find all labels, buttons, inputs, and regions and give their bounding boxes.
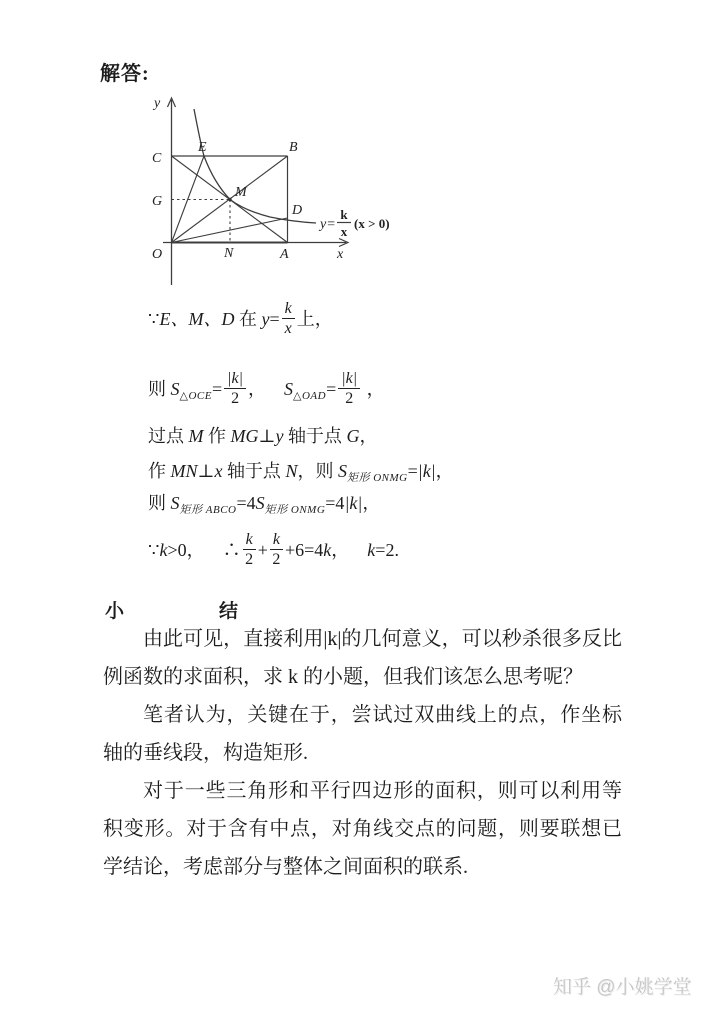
text-run: 作 (203, 426, 231, 446)
curve-eq-pre: y= (320, 217, 336, 232)
text-run: ⊥ (197, 461, 215, 481)
fraction-denominator: x (284, 320, 292, 338)
summary-paragraph: 笔者认为，关键在于，尝试过双曲线上的点，作坐标轴的垂线段，构造矩形. (103, 704, 622, 764)
math-subscript: 矩形 ONMG (346, 472, 408, 484)
label-d: D (292, 203, 303, 218)
label-e: E (198, 140, 207, 155)
fraction-numerator: k (282, 300, 295, 320)
text-run: >0， (167, 540, 223, 560)
text-run: = (269, 309, 280, 329)
fraction-denominator: 2 (345, 390, 354, 408)
text-run: ， (248, 379, 285, 399)
math-var: S (170, 379, 180, 399)
text-run: 作 (148, 461, 171, 481)
label-x-axis: x (337, 247, 344, 262)
math-var: y (275, 426, 284, 446)
math-var: y (261, 309, 270, 329)
text-run: 则 (148, 379, 171, 399)
math-var: |k| (417, 461, 436, 481)
text-run: =4 (236, 493, 256, 513)
summary-title-first: 小 (105, 601, 125, 622)
math-subscript: △OAD (293, 390, 327, 402)
math-var: x (214, 461, 223, 481)
math-var: N (285, 461, 298, 481)
math-var: S (284, 379, 294, 399)
math-var: |k| (344, 493, 363, 513)
fraction-numerator: k (270, 531, 283, 551)
math-fraction (282, 300, 295, 338)
text-run: ， (359, 426, 378, 446)
text-run: ∵ (148, 309, 160, 329)
fraction-denominator: 2 (231, 390, 240, 408)
label-y-axis: y (154, 96, 161, 111)
text-run: =2. (375, 540, 399, 560)
text-run: = (407, 461, 418, 481)
text-run: =4 (325, 493, 345, 513)
text-run: 在 (234, 309, 262, 329)
summary-title-second: 结 (219, 601, 239, 622)
solution-line-6 (148, 528, 399, 572)
label-b: B (289, 140, 298, 155)
section-heading: 解答: (100, 63, 150, 85)
text-run: ∵ (148, 540, 160, 560)
summary-body (103, 620, 622, 886)
solution-line-1 (148, 297, 333, 341)
math-var: G (346, 426, 360, 446)
text-run: ， (331, 540, 368, 560)
solution-line-5 (148, 481, 380, 525)
math-var: M (188, 426, 204, 446)
text-run: 轴于点 (283, 426, 347, 446)
math-var: S (337, 461, 347, 481)
label-o: O (152, 247, 163, 262)
text-run: ∴ (222, 540, 241, 560)
curve-eq-post: (x > 0) (354, 216, 390, 231)
fraction-denominator: 2 (245, 551, 254, 569)
curve-eq-num: k (340, 207, 348, 222)
math-subscript: 矩形 ONMG (264, 504, 326, 516)
summary-title (105, 596, 238, 623)
math-fraction (243, 531, 256, 569)
curve-eq-den: x (340, 224, 348, 239)
text-run: 轴于点 (222, 461, 286, 481)
math-var: k (367, 540, 376, 560)
summary-paragraph: 由此可见，直接利用|k|的几何意义，可以秒杀很多反比例函数的求面积，求 k 的小题，但我们该怎么思考呢？ (103, 628, 622, 688)
math-var: S (170, 493, 180, 513)
math-var: S (255, 493, 265, 513)
watermark: 知乎 @小姚学堂 (553, 977, 692, 998)
fraction-numerator: k (243, 531, 256, 551)
text-run: ，则 (297, 461, 338, 481)
label-n: N (224, 246, 234, 261)
label-g: G (152, 194, 163, 209)
label-a: A (280, 247, 289, 262)
math-var: MG (230, 426, 259, 446)
text-run: + (257, 540, 268, 560)
curve-equation (318, 207, 390, 239)
math-fraction (338, 370, 360, 408)
math-subscript: 矩形 ABCO (179, 504, 237, 516)
math-fraction (270, 531, 283, 569)
text-run: ， (435, 461, 454, 481)
solution-line-2 (148, 367, 385, 411)
math-var: MN (170, 461, 198, 481)
label-m: M (235, 185, 247, 200)
math-fraction (224, 370, 246, 408)
point-m-dot (228, 198, 231, 201)
text-run: 则 (148, 493, 171, 513)
fraction-denominator: 2 (272, 551, 281, 569)
math-subscript: △OCE (179, 390, 212, 402)
math-var: k (323, 540, 332, 560)
text-run: 上， (296, 309, 333, 329)
fraction-numerator: |k| (224, 370, 246, 390)
text-run: ， (362, 379, 385, 399)
text-run: +6=4 (284, 540, 324, 560)
text-run: = (326, 379, 337, 399)
math-var: E、M、D (159, 309, 235, 329)
math-var: k (159, 540, 168, 560)
label-c: C (152, 151, 162, 166)
text-run: ⊥ (258, 426, 276, 446)
text-run: ， (362, 493, 381, 513)
text-run: 过点 (148, 426, 189, 446)
summary-paragraph: 对于一些三角形和平行四边形的面积，则可以利用等积变形。对于含有中点，对角线交点的问题，则要联想已学结论，考虑部分与整体之间面积的联系. (103, 780, 622, 878)
fraction-numerator: |k| (338, 370, 360, 390)
text-run: = (211, 379, 223, 399)
geometry-diagram (140, 85, 420, 290)
